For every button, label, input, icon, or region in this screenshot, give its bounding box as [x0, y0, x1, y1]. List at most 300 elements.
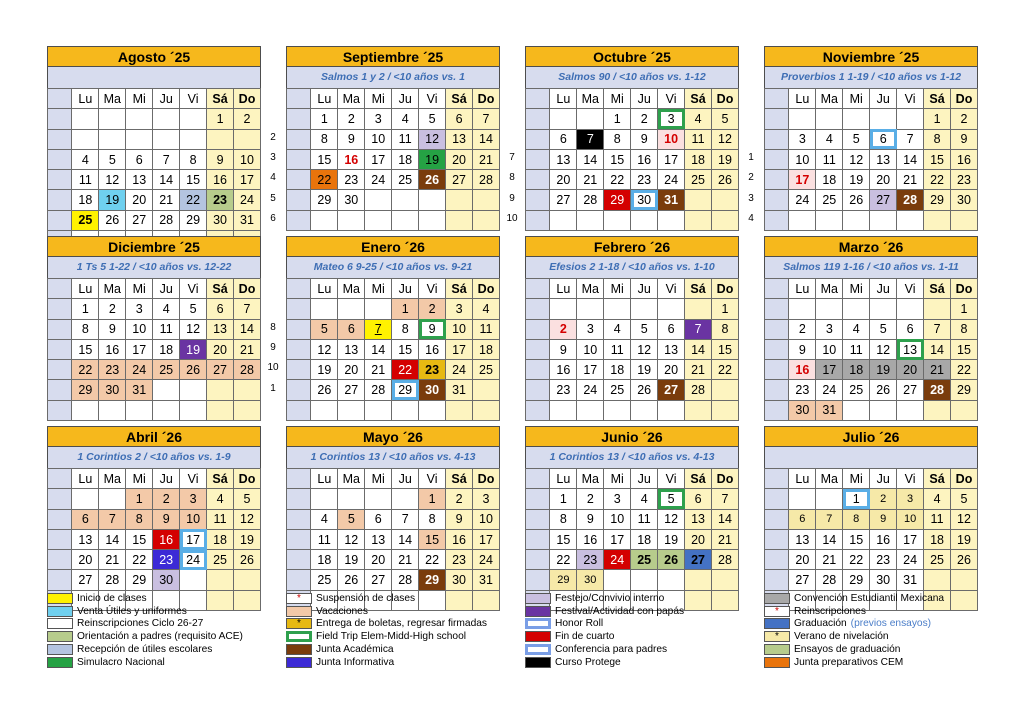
day-cell: 14	[99, 529, 126, 549]
day-cell: 25	[924, 550, 951, 570]
legend-item	[764, 618, 944, 631]
month-title: Julio ´26	[764, 426, 978, 447]
weekday-header: Mi	[604, 279, 631, 299]
legend-swatch	[286, 657, 312, 668]
day-cell	[712, 190, 739, 210]
day-cell: 27	[338, 380, 365, 400]
day-cell: 26	[631, 380, 658, 400]
legend-label: Verano de nivelación	[794, 631, 889, 643]
month-1	[286, 46, 500, 231]
day-cell	[924, 400, 951, 420]
day-cell: 12	[843, 149, 870, 169]
day-cell: 21	[924, 360, 951, 380]
day-cell: 30	[99, 380, 126, 400]
day-cell: 2	[631, 109, 658, 129]
legend-swatch	[525, 657, 551, 668]
legend-item	[286, 643, 487, 656]
month-verse: Mateo 6 9-25 / <10 años vs. 9-21	[286, 257, 500, 278]
day-cell: 17	[234, 170, 261, 190]
legend-column	[764, 592, 944, 669]
day-cell	[234, 570, 261, 590]
legend-item	[525, 656, 684, 669]
day-cell	[789, 299, 816, 319]
day-cell: 29	[843, 570, 870, 590]
week-number: 2	[270, 131, 276, 143]
week-spacer	[765, 489, 789, 509]
day-cell: 6	[658, 319, 685, 339]
weekday-header: Ju	[153, 469, 180, 489]
day-cell: 17	[604, 529, 631, 549]
week-col-header	[287, 469, 311, 489]
week-spacer	[287, 550, 311, 570]
month-title: Junio ´26	[525, 426, 739, 447]
legend-label: Curso Protege	[555, 656, 621, 668]
day-cell	[924, 299, 951, 319]
month-grid	[286, 88, 500, 231]
month-title: Febrero ´26	[525, 236, 739, 257]
day-cell	[631, 299, 658, 319]
week-number: 5	[270, 192, 276, 204]
day-cell: 14	[234, 319, 261, 339]
legend-label: Vacaciones	[316, 605, 368, 617]
day-cell	[577, 109, 604, 129]
day-cell: 26	[843, 190, 870, 210]
day-cell: 4	[685, 109, 712, 129]
weekday-header: Sá	[446, 279, 473, 299]
day-cell: 31	[816, 400, 843, 420]
week-spacer	[48, 149, 72, 169]
day-cell	[631, 210, 658, 230]
day-cell: 11	[473, 319, 500, 339]
weekday-header: Mi	[126, 469, 153, 489]
day-cell	[604, 400, 631, 420]
day-cell	[870, 299, 897, 319]
day-cell: 14	[924, 339, 951, 359]
legend-label: Fin de cuarto	[555, 631, 615, 643]
day-cell: 10	[473, 509, 500, 529]
day-cell: 16	[338, 149, 365, 169]
month-title: Mayo ´26	[286, 426, 500, 447]
day-cell: 5	[338, 509, 365, 529]
day-cell	[419, 400, 446, 420]
legend-item	[286, 618, 487, 631]
day-cell: 29	[126, 570, 153, 590]
day-cell: 30	[631, 190, 658, 210]
day-cell: 24	[446, 360, 473, 380]
day-cell: 12	[631, 339, 658, 359]
day-cell: 18	[207, 529, 234, 549]
weekday-header: Ju	[153, 279, 180, 299]
day-cell	[126, 129, 153, 149]
day-cell	[951, 590, 978, 610]
week-spacer	[287, 400, 311, 420]
month-title: Octubre ´25	[525, 46, 739, 67]
day-cell: 18	[631, 529, 658, 549]
weekday-header: Mi	[365, 279, 392, 299]
day-cell: 29	[550, 570, 577, 590]
weekday-header: Lu	[789, 89, 816, 109]
legend-item	[286, 656, 487, 669]
week-spacer	[287, 339, 311, 359]
day-cell: 4	[631, 489, 658, 509]
day-cell	[180, 570, 207, 590]
day-cell: 7	[473, 109, 500, 129]
day-cell: 18	[843, 360, 870, 380]
day-cell: 11	[924, 509, 951, 529]
day-cell: 2	[99, 299, 126, 319]
day-cell: 2	[446, 489, 473, 509]
week-spacer	[765, 210, 789, 230]
weekday-header: Ma	[577, 469, 604, 489]
day-cell: 2	[951, 109, 978, 129]
week-spacer	[48, 190, 72, 210]
legend-swatch	[764, 618, 790, 629]
week-number: 8	[270, 321, 276, 333]
week-spacer	[287, 149, 311, 169]
day-cell: 8	[419, 509, 446, 529]
week-spacer	[48, 570, 72, 590]
day-cell	[392, 210, 419, 230]
day-cell: 15	[951, 339, 978, 359]
day-cell: 22	[712, 360, 739, 380]
month-grid	[764, 88, 978, 231]
day-cell: 24	[658, 170, 685, 190]
day-cell	[311, 489, 338, 509]
week-spacer	[48, 400, 72, 420]
day-cell: 13	[338, 339, 365, 359]
weekday-header: Ju	[870, 469, 897, 489]
day-cell: 17	[897, 529, 924, 549]
day-cell: 9	[153, 509, 180, 529]
legend-swatch	[286, 644, 312, 655]
week-spacer	[48, 380, 72, 400]
day-cell: 22	[180, 190, 207, 210]
legend-item	[764, 630, 944, 643]
day-cell: 8	[924, 129, 951, 149]
day-cell	[392, 400, 419, 420]
day-cell: 22	[951, 360, 978, 380]
week-spacer	[287, 299, 311, 319]
day-cell: 25	[631, 550, 658, 570]
day-cell: 29	[951, 380, 978, 400]
week-spacer	[287, 170, 311, 190]
day-cell: 27	[870, 190, 897, 210]
day-cell: 21	[897, 170, 924, 190]
month-0	[47, 46, 261, 251]
day-cell: 2	[153, 489, 180, 509]
day-cell: 5	[311, 319, 338, 339]
week-spacer	[526, 319, 550, 339]
week-number: 1	[270, 382, 276, 394]
day-cell	[234, 129, 261, 149]
day-cell: 23	[631, 170, 658, 190]
day-cell: 15	[72, 339, 99, 359]
day-cell: 6	[789, 509, 816, 529]
day-cell: 10	[446, 319, 473, 339]
day-cell: 14	[473, 129, 500, 149]
weekday-header: Lu	[311, 469, 338, 489]
day-cell	[311, 299, 338, 319]
day-cell	[311, 400, 338, 420]
week-spacer	[765, 339, 789, 359]
day-cell: 21	[234, 339, 261, 359]
month-4	[47, 236, 261, 421]
month-grid	[764, 468, 978, 611]
day-cell: 15	[180, 170, 207, 190]
day-cell	[180, 109, 207, 129]
weekday-header: Lu	[72, 279, 99, 299]
day-cell: 1	[712, 299, 739, 319]
weekday-header: Lu	[72, 469, 99, 489]
weekday-header: Ju	[392, 469, 419, 489]
day-cell: 7	[153, 149, 180, 169]
month-grid	[47, 88, 261, 251]
legend-item	[47, 643, 243, 656]
week-spacer	[765, 299, 789, 319]
day-cell: 6	[897, 319, 924, 339]
day-cell	[473, 210, 500, 230]
day-cell: 21	[365, 360, 392, 380]
day-cell	[72, 109, 99, 129]
legend-item	[525, 592, 684, 605]
day-cell: 6	[870, 129, 897, 149]
weekday-header: Sá	[685, 89, 712, 109]
day-cell: 25	[473, 360, 500, 380]
day-cell: 7	[577, 129, 604, 149]
day-cell: 12	[180, 319, 207, 339]
month-verse	[47, 67, 261, 88]
day-cell: 19	[180, 339, 207, 359]
day-cell: 9	[631, 129, 658, 149]
day-cell: 5	[658, 489, 685, 509]
day-cell	[870, 400, 897, 420]
day-cell: 17	[789, 170, 816, 190]
day-cell: 28	[577, 190, 604, 210]
day-cell	[789, 109, 816, 129]
legend-label: Reinscripciones	[794, 605, 866, 617]
legend-label: Recepción de útiles escolares	[77, 644, 213, 656]
month-verse: 1 Ts 5 1-22 / <10 años vs. 12-22	[47, 257, 261, 278]
day-cell	[924, 570, 951, 590]
day-cell: 22	[843, 550, 870, 570]
day-cell: 15	[604, 149, 631, 169]
weekday-header: Do	[712, 89, 739, 109]
legend-item	[525, 630, 684, 643]
day-cell	[577, 210, 604, 230]
day-cell: 8	[392, 319, 419, 339]
day-cell: 11	[843, 339, 870, 359]
day-cell: 19	[951, 529, 978, 549]
day-cell: 4	[207, 489, 234, 509]
weekday-header: Lu	[789, 279, 816, 299]
day-cell: 12	[99, 170, 126, 190]
week-spacer	[287, 190, 311, 210]
legend-swatch	[286, 631, 312, 642]
weekday-header: Lu	[72, 89, 99, 109]
day-cell: 29	[419, 570, 446, 590]
legend-item	[286, 630, 487, 643]
day-cell: 29	[924, 190, 951, 210]
week-col-header	[48, 89, 72, 109]
day-cell: 20	[789, 550, 816, 570]
day-cell: 10	[180, 509, 207, 529]
day-cell: 19	[338, 550, 365, 570]
month-6	[525, 236, 739, 421]
day-cell: 13	[207, 319, 234, 339]
weekday-header: Mi	[365, 469, 392, 489]
week-spacer	[526, 170, 550, 190]
weekday-header: Do	[951, 469, 978, 489]
month-11	[764, 426, 978, 611]
week-spacer	[287, 319, 311, 339]
month-verse: Efesios 2 1-18 / <10 años vs. 1-10	[525, 257, 739, 278]
week-number: 7	[509, 151, 515, 163]
week-spacer	[287, 210, 311, 230]
month-verse: 1 Corintios 13 / <10 años vs. 4-13	[286, 447, 500, 468]
day-cell: 8	[712, 319, 739, 339]
day-cell	[153, 380, 180, 400]
day-cell: 17	[180, 529, 207, 549]
week-spacer	[765, 190, 789, 210]
week-col-header	[48, 279, 72, 299]
day-cell: 13	[446, 129, 473, 149]
month-9	[286, 426, 500, 611]
day-cell: 6	[338, 319, 365, 339]
weekday-header: Sá	[446, 89, 473, 109]
week-spacer	[526, 339, 550, 359]
day-cell: 13	[789, 529, 816, 549]
day-cell: 30	[870, 570, 897, 590]
day-cell	[207, 129, 234, 149]
day-cell	[631, 570, 658, 590]
day-cell	[446, 190, 473, 210]
day-cell: 26	[234, 550, 261, 570]
month-verse: Proverbios 1 1-19 / <10 años vs 1-12	[764, 67, 978, 88]
day-cell	[631, 400, 658, 420]
day-cell	[843, 210, 870, 230]
week-spacer	[526, 380, 550, 400]
day-cell: 13	[897, 339, 924, 359]
day-cell: 3	[126, 299, 153, 319]
day-cell: 11	[392, 129, 419, 149]
day-cell: 1	[419, 489, 446, 509]
day-cell	[550, 299, 577, 319]
week-spacer	[526, 129, 550, 149]
day-cell: 20	[658, 360, 685, 380]
weekday-header: Ju	[631, 469, 658, 489]
week-spacer	[48, 210, 72, 230]
week-col-header	[526, 89, 550, 109]
day-cell: 1	[550, 489, 577, 509]
day-cell: 30	[338, 190, 365, 210]
week-spacer	[287, 489, 311, 509]
legend-item	[764, 656, 944, 669]
week-col-header	[765, 469, 789, 489]
day-cell: 3	[897, 489, 924, 509]
day-cell: 16	[153, 529, 180, 549]
day-cell: 27	[207, 360, 234, 380]
weekday-header: Ma	[577, 279, 604, 299]
legend-label: Venta Útiles y uniformes	[77, 605, 187, 617]
day-cell: 2	[789, 319, 816, 339]
day-cell: 25	[604, 380, 631, 400]
weekday-header: Do	[951, 279, 978, 299]
day-cell: 7	[365, 319, 392, 339]
day-cell: 20	[72, 550, 99, 570]
day-cell: 31	[897, 570, 924, 590]
weekday-header: Do	[473, 89, 500, 109]
weekday-header: Mi	[604, 89, 631, 109]
day-cell	[843, 109, 870, 129]
day-cell	[473, 380, 500, 400]
day-cell: 16	[870, 529, 897, 549]
day-cell: 24	[816, 380, 843, 400]
day-cell: 13	[550, 149, 577, 169]
week-spacer	[765, 400, 789, 420]
month-verse: Salmos 119 1-16 / <10 años vs. 1-11	[764, 257, 978, 278]
day-cell	[897, 210, 924, 230]
weekday-header: Vi	[897, 89, 924, 109]
week-spacer	[48, 509, 72, 529]
day-cell: 17	[816, 360, 843, 380]
week-spacer	[48, 489, 72, 509]
day-cell: 5	[951, 489, 978, 509]
day-cell	[338, 489, 365, 509]
day-cell: 7	[99, 509, 126, 529]
month-grid	[286, 468, 500, 611]
day-cell: 4	[311, 509, 338, 529]
day-cell	[473, 400, 500, 420]
month-10	[525, 426, 739, 611]
month-grid	[764, 278, 978, 421]
day-cell: 26	[870, 380, 897, 400]
day-cell: 28	[365, 380, 392, 400]
day-cell: 24	[604, 550, 631, 570]
day-cell: 1	[207, 109, 234, 129]
day-cell: 18	[604, 360, 631, 380]
day-cell: 5	[419, 109, 446, 129]
day-cell: 23	[446, 550, 473, 570]
day-cell	[365, 489, 392, 509]
day-cell: 7	[234, 299, 261, 319]
legend-label: Conferencia para padres	[555, 644, 668, 656]
legend-sublabel: (previos ensayos)	[850, 618, 932, 630]
day-cell	[153, 109, 180, 129]
day-cell: 27	[789, 570, 816, 590]
legend-column	[286, 592, 487, 669]
day-cell: 1	[392, 299, 419, 319]
weekday-header: Mi	[843, 89, 870, 109]
day-cell	[311, 210, 338, 230]
legend-item	[286, 605, 487, 618]
week-spacer	[526, 550, 550, 570]
month-title: Marzo ´26	[764, 236, 978, 257]
day-cell: 31	[473, 570, 500, 590]
day-cell: 3	[365, 109, 392, 129]
day-cell: 26	[180, 360, 207, 380]
day-cell	[446, 400, 473, 420]
week-spacer	[48, 339, 72, 359]
day-cell: 5	[180, 299, 207, 319]
day-cell: 13	[72, 529, 99, 549]
day-cell: 6	[446, 109, 473, 129]
day-cell: 2	[338, 109, 365, 129]
week-number: 4	[748, 212, 754, 224]
day-cell: 1	[924, 109, 951, 129]
week-spacer	[765, 509, 789, 529]
legend-label: Reinscripciones Ciclo 26-27	[77, 618, 204, 630]
week-spacer	[48, 129, 72, 149]
